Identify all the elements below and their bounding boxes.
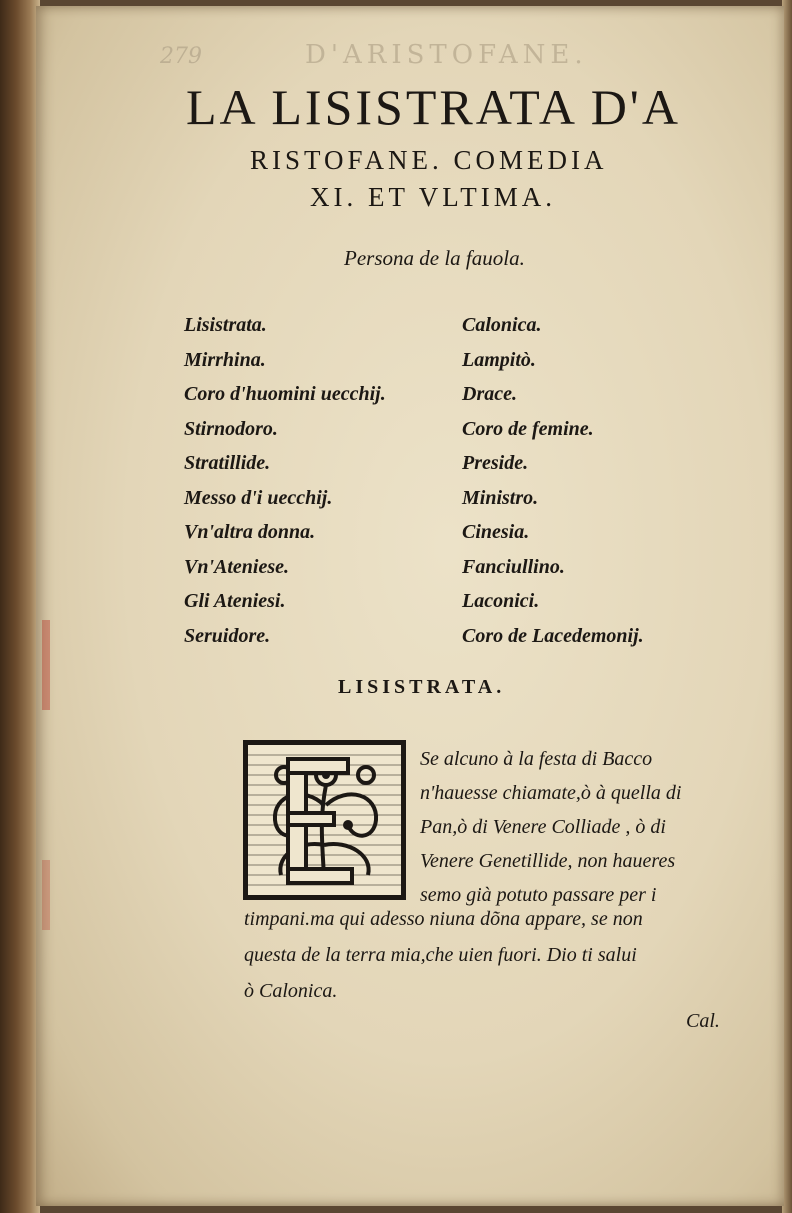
cast-list-left [184, 308, 454, 653]
cast-entry: Coro d'huomini uecchij. [184, 383, 386, 405]
text-line: semo già potuto passare per i [420, 884, 657, 906]
text-line: Se alcuno à la festa di Bacco [420, 748, 653, 770]
margin-stain [42, 620, 50, 710]
cast-entry: Lampitò. [462, 348, 536, 371]
text-line: ò Calonica. [244, 980, 338, 1002]
running-head: D'ARISTOFANE. [305, 40, 588, 70]
text-line: Venere Genetillide, non haueres [420, 850, 676, 872]
play-title-line-2: RISTOFANE. COMEDIA [250, 145, 608, 175]
cast-entry: Cinesia. [462, 521, 530, 543]
text-line: n'hauesse chiamate,ò à quella di [420, 782, 682, 804]
cast-entry: Ministro. [462, 486, 539, 509]
cast-entry: Lisistrata. [184, 314, 267, 336]
cast-entry: Seruidore. [184, 624, 271, 647]
opening-speech-continued [244, 901, 744, 1009]
text-line: questa de la terra mia,che uien fuori. Dio ti salui [244, 944, 637, 966]
cast-entry: Laconici. [462, 590, 540, 612]
margin-stain [42, 860, 50, 930]
foliage-initial-icon [248, 745, 401, 895]
play-title-line-3: XI. ET VLTIMA. [310, 182, 557, 212]
cast-entry: Calonica. [462, 314, 542, 336]
cast-entry: Vn'Ateniese. [184, 555, 290, 578]
speaker-heading: LISISTRATA. [338, 676, 506, 698]
dramatis-personae-heading: Persona de la fauola. [344, 246, 525, 270]
cast-entry: Gli Ateniesi. [184, 590, 286, 612]
cast-entry: Coro de Lacedemonij. [462, 624, 644, 647]
cast-entry: Drace. [462, 383, 517, 405]
text-line: timpani.ma qui adesso niuna dõna appare, se non [244, 908, 643, 930]
cast-entry: Messo d'i uecchij. [184, 486, 333, 509]
decorated-initial [243, 740, 406, 900]
cast-entry: Coro de femine. [462, 417, 594, 440]
play-title-line-1: LA LISISTRATA D'A [186, 79, 681, 135]
book-binding [0, 0, 40, 1213]
cast-entry: Fanciullino. [462, 555, 565, 578]
cast-entry: Stratillide. [184, 452, 271, 474]
opening-speech-indented [420, 742, 760, 912]
cast-entry: Vn'altra donna. [184, 521, 316, 543]
text-line: Pan,ò di Venere Colliade , ò di [420, 816, 666, 838]
cast-list-right [462, 308, 762, 653]
page-number: 279 [160, 44, 202, 69]
cast-entry: Stirnodoro. [184, 417, 278, 440]
cast-entry: Preside. [462, 452, 529, 474]
cast-entry: Mirrhina. [184, 348, 266, 371]
catchword: Cal. [686, 1010, 720, 1032]
